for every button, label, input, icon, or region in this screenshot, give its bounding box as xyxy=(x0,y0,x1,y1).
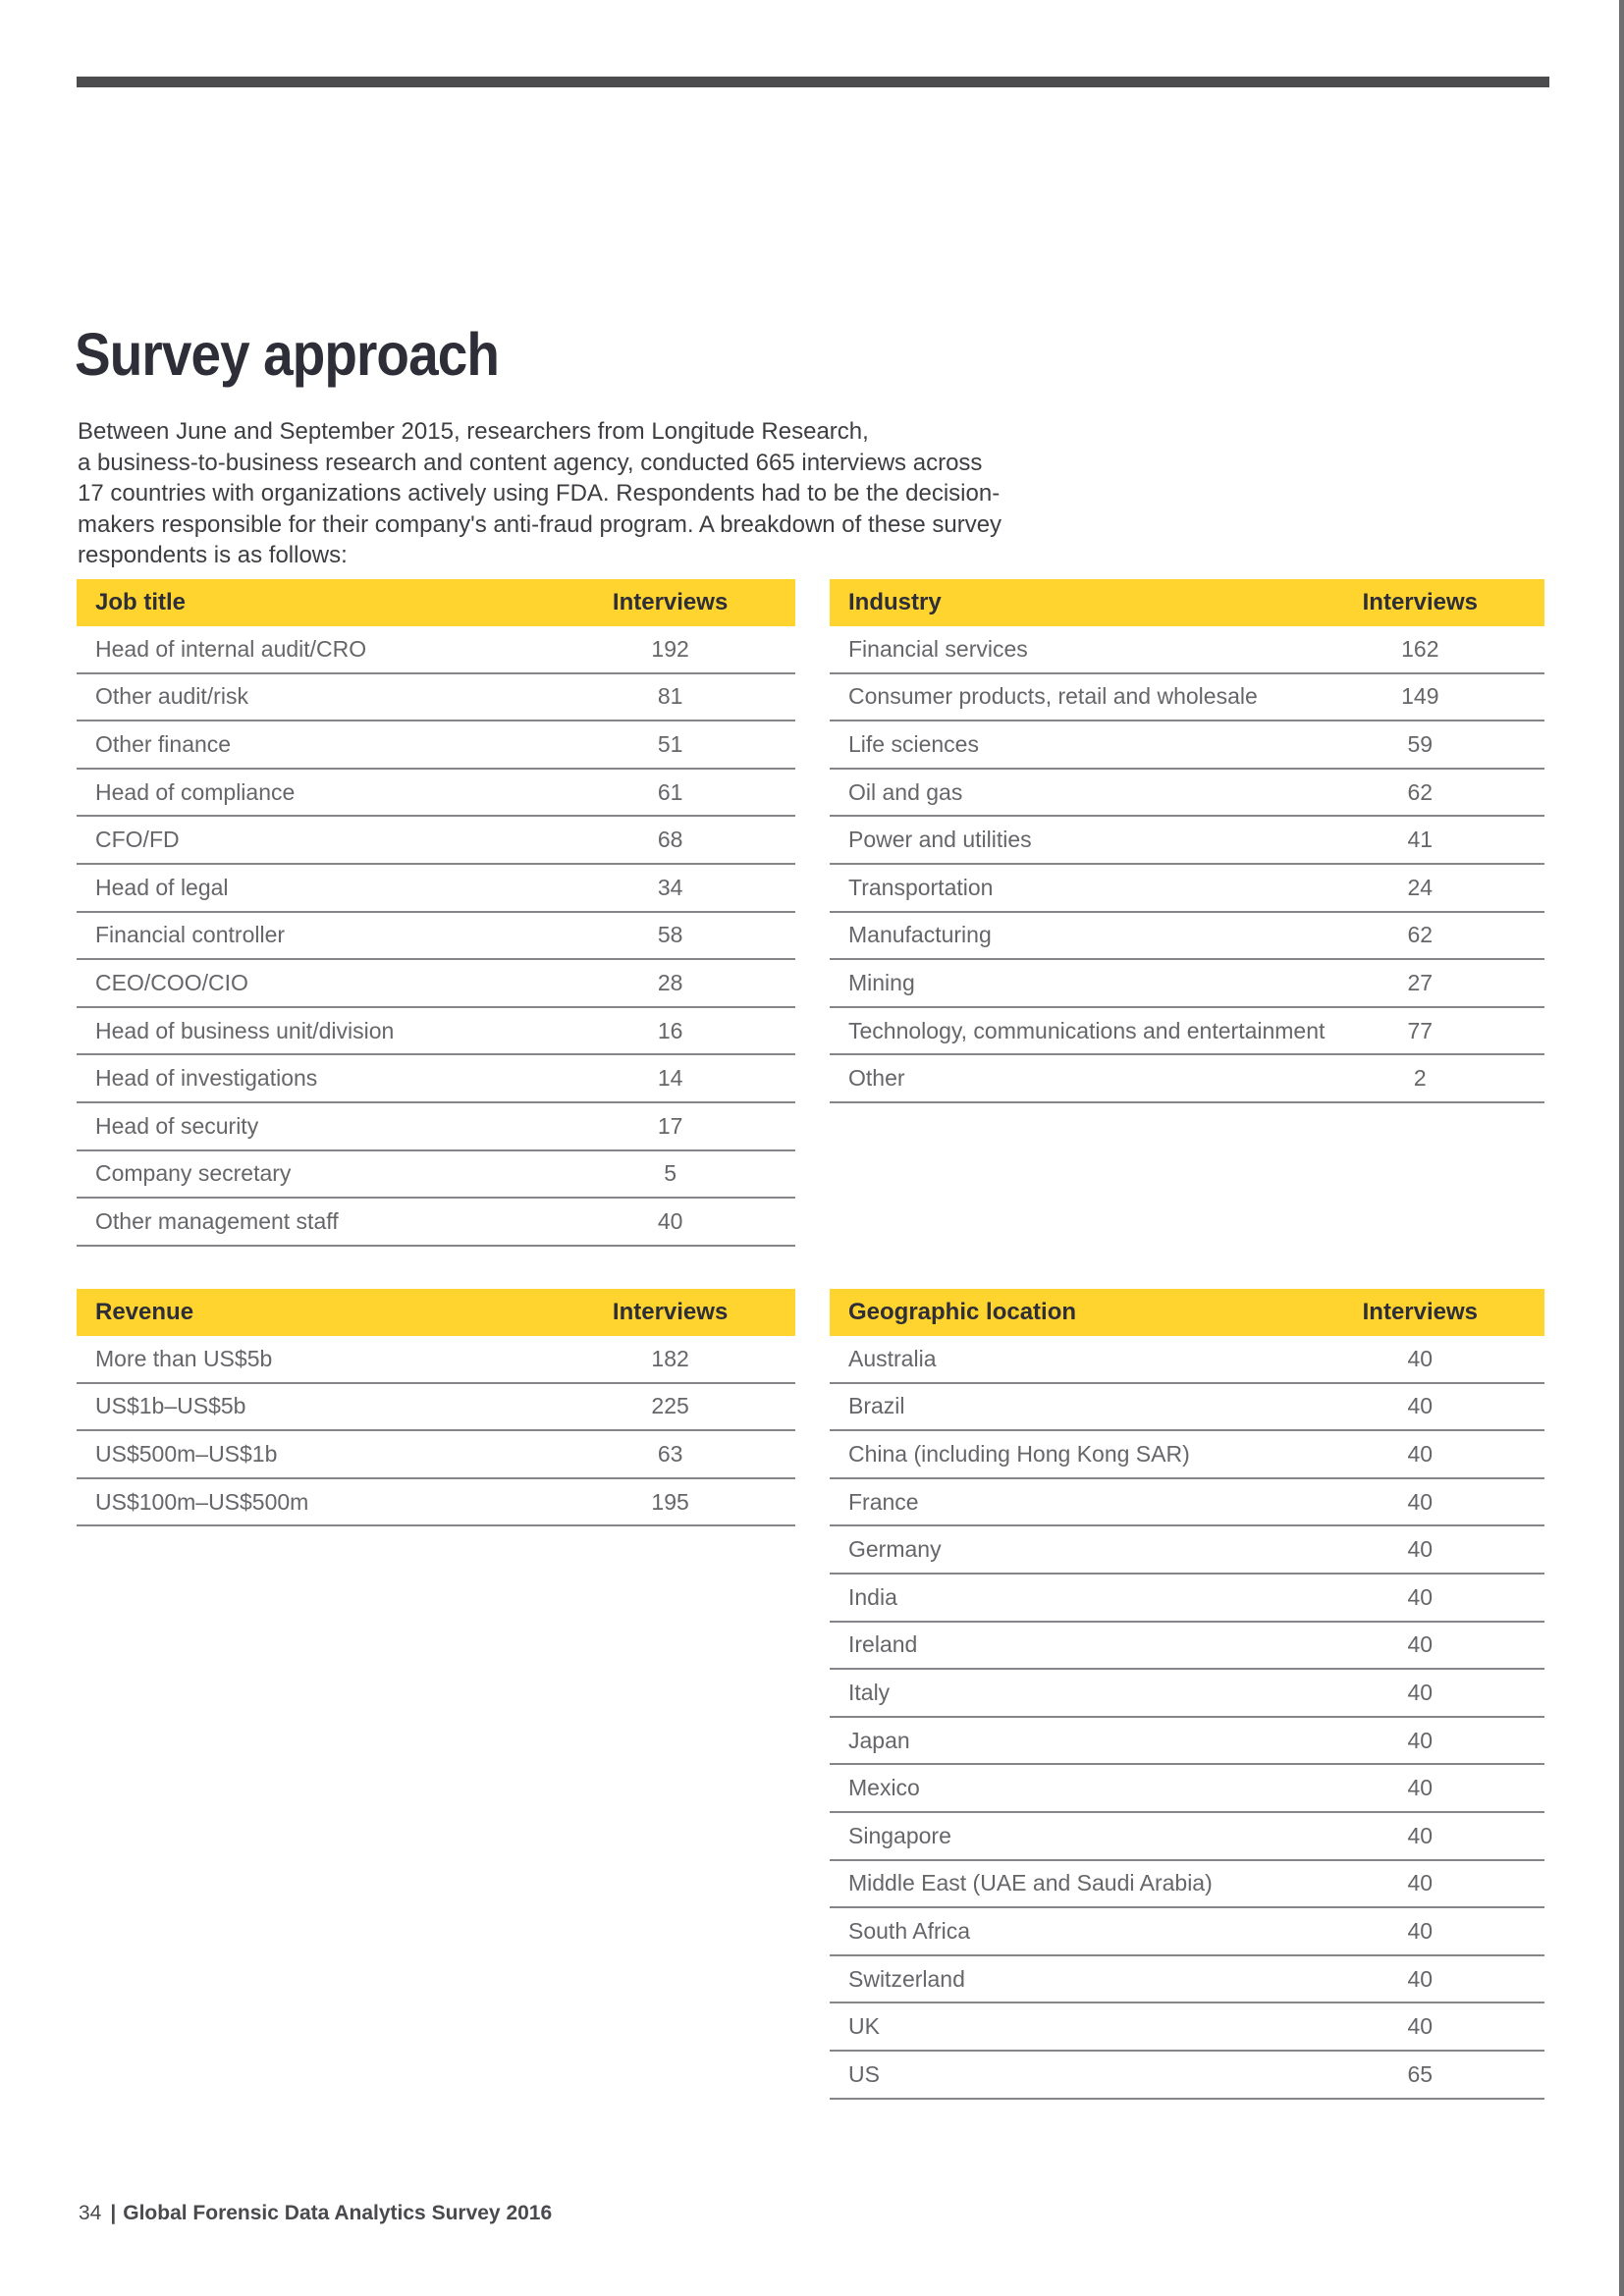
row-label: Mining xyxy=(848,969,915,995)
row-label: China (including Hong Kong SAR) xyxy=(848,1440,1190,1467)
industry-table-header xyxy=(830,579,1544,626)
row-label: Other finance xyxy=(95,730,232,757)
footer-title: Global Forensic Data Analytics Survey 2016 xyxy=(123,2202,553,2224)
row-value: 2 xyxy=(1413,1065,1427,1092)
row-label: US$500m–US$1b xyxy=(95,1440,278,1467)
table-rows xyxy=(77,626,795,1247)
row-value: 16 xyxy=(657,1017,683,1043)
row-value: 77 xyxy=(1407,1017,1434,1043)
table-row xyxy=(830,1336,1544,1384)
table-rows xyxy=(830,626,1544,1103)
row-label: US$1b–US$5b xyxy=(95,1393,246,1419)
row-value: 40 xyxy=(1407,1393,1434,1419)
row-value: 40 xyxy=(1407,1345,1434,1371)
table-header-value-label: Interviews xyxy=(1362,1299,1479,1325)
row-value: 27 xyxy=(1407,969,1434,995)
table-row xyxy=(77,913,795,961)
table-row xyxy=(830,1479,1544,1527)
intro-line: respondents is as follows: xyxy=(78,542,348,568)
table-row xyxy=(830,770,1544,818)
table-row xyxy=(830,1575,1544,1623)
row-value: 40 xyxy=(1407,1727,1434,1753)
row-value: 225 xyxy=(651,1393,689,1419)
row-value: 5 xyxy=(664,1160,677,1187)
row-label: India xyxy=(848,1583,897,1610)
table-row xyxy=(830,1908,1544,1956)
row-value: 40 xyxy=(1407,2013,1434,2040)
intro-line: 17 countries with organizations actively using FDA. Respondents had to be the decision- xyxy=(78,480,1001,507)
table-row xyxy=(77,865,795,913)
table-row xyxy=(830,2052,1544,2100)
intro-line: a business-to-business research and content agency, conducted 665 interviews across xyxy=(78,449,983,476)
row-value: 40 xyxy=(1407,1917,1434,1944)
row-label: CFO/FD xyxy=(95,827,180,853)
row-value: 192 xyxy=(651,635,689,662)
row-value: 63 xyxy=(657,1440,683,1467)
row-label: Switzerland xyxy=(848,1965,965,1992)
row-label: Head of compliance xyxy=(95,778,296,805)
row-value: 195 xyxy=(651,1488,689,1515)
table-row xyxy=(77,1384,795,1432)
row-value: 40 xyxy=(1407,1965,1434,1992)
table-header-label: Job title xyxy=(95,589,187,615)
row-value: 81 xyxy=(657,683,683,710)
row-value: 40 xyxy=(1407,1775,1434,1801)
table-row xyxy=(830,1670,1544,1718)
table-row xyxy=(830,1765,1544,1813)
page-number: 34 xyxy=(79,2202,102,2224)
geographic-location-table xyxy=(830,1289,1544,2100)
row-label: Ireland xyxy=(848,1631,918,1658)
table-row xyxy=(77,1103,795,1151)
row-value: 17 xyxy=(657,1112,683,1139)
row-value: 14 xyxy=(657,1065,683,1092)
table-header-label: Geographic location xyxy=(848,1299,1077,1325)
row-value: 40 xyxy=(1407,1536,1434,1563)
row-value: 28 xyxy=(657,969,683,995)
row-label: South Africa xyxy=(848,1917,971,1944)
row-label: France xyxy=(848,1488,919,1515)
table-row xyxy=(830,1431,1544,1479)
table-row xyxy=(830,1813,1544,1861)
row-label: Middle East (UAE and Saudi Arabia) xyxy=(848,1870,1213,1896)
row-label: US xyxy=(848,2060,880,2087)
table-row xyxy=(830,865,1544,913)
row-value: 62 xyxy=(1407,778,1434,805)
page-edge-line xyxy=(1619,0,1624,2296)
row-value: 40 xyxy=(1407,1870,1434,1896)
row-label: Head of legal xyxy=(95,874,229,900)
table-row xyxy=(77,674,795,722)
geographic-location-table-header xyxy=(830,1289,1544,1336)
row-label: Other audit/risk xyxy=(95,683,248,710)
row-label: Consumer products, retail and wholesale xyxy=(848,683,1258,710)
page-title: Survey approach xyxy=(75,320,499,388)
row-value: 68 xyxy=(657,827,683,853)
revenue-table-header xyxy=(77,1289,795,1336)
table-header-label: Revenue xyxy=(95,1299,194,1325)
row-label: Head of investigations xyxy=(95,1065,318,1092)
table-row xyxy=(77,770,795,818)
job-title-table xyxy=(77,579,795,1247)
row-value: 59 xyxy=(1407,730,1434,757)
table-row xyxy=(830,1008,1544,1056)
row-value: 62 xyxy=(1407,922,1434,948)
row-label: Head of internal audit/CRO xyxy=(95,635,367,662)
row-value: 65 xyxy=(1407,2060,1434,2087)
row-label: Head of security xyxy=(95,1112,259,1139)
row-value: 41 xyxy=(1407,827,1434,853)
row-label: Company secretary xyxy=(95,1160,292,1187)
row-value: 40 xyxy=(1407,1583,1434,1610)
table-row xyxy=(830,1384,1544,1432)
table-header-label: Industry xyxy=(848,589,942,615)
row-label: Financial controller xyxy=(95,922,286,948)
row-value: 51 xyxy=(657,730,683,757)
row-label: Transportation xyxy=(848,874,994,900)
row-label: Power and utilities xyxy=(848,827,1032,853)
row-label: Brazil xyxy=(848,1393,905,1419)
row-value: 182 xyxy=(651,1345,689,1371)
table-row xyxy=(830,2003,1544,2052)
table-header-value-label: Interviews xyxy=(612,589,729,615)
table-row xyxy=(830,1055,1544,1103)
intro-line: makers responsible for their company's anti-fraud program. A breakdown of these survey xyxy=(78,510,1002,538)
table-rows xyxy=(77,1336,795,1526)
intro-paragraph xyxy=(78,416,1001,571)
row-label: Other management staff xyxy=(95,1207,339,1234)
row-label: More than US$5b xyxy=(95,1345,273,1371)
row-label: Mexico xyxy=(848,1775,920,1801)
row-value: 24 xyxy=(1407,874,1434,900)
table-row xyxy=(77,1055,795,1103)
table-row xyxy=(77,1008,795,1056)
row-label: Japan xyxy=(848,1727,910,1753)
row-label: Singapore xyxy=(848,1822,951,1848)
table-row xyxy=(77,1199,795,1247)
table-row xyxy=(77,1479,795,1527)
footer-divider: | xyxy=(110,2202,117,2224)
job-title-table-header xyxy=(77,579,795,626)
table-row xyxy=(830,913,1544,961)
row-value: 61 xyxy=(657,778,683,805)
row-value: 40 xyxy=(1407,1822,1434,1848)
row-value: 149 xyxy=(1401,683,1439,710)
row-label: Oil and gas xyxy=(848,778,963,805)
row-value: 40 xyxy=(1407,1488,1434,1515)
table-row xyxy=(830,817,1544,865)
row-label: Manufacturing xyxy=(848,922,992,948)
row-value: 40 xyxy=(657,1207,683,1234)
row-label: UK xyxy=(848,2013,880,2040)
row-value: 162 xyxy=(1401,635,1439,662)
row-label: Germany xyxy=(848,1536,942,1563)
row-value: 40 xyxy=(1407,1440,1434,1467)
table-header-value-label: Interviews xyxy=(1362,589,1479,615)
table-row xyxy=(77,960,795,1008)
row-value: 58 xyxy=(657,922,683,948)
row-value: 34 xyxy=(657,874,683,900)
table-row xyxy=(77,626,795,674)
table-row xyxy=(77,817,795,865)
table-row xyxy=(830,1526,1544,1575)
intro-line: Between June and September 2015, researchers from Longitude Research, xyxy=(78,418,869,445)
revenue-table xyxy=(77,1289,795,1526)
table-rows xyxy=(830,1336,1544,2100)
table-row xyxy=(830,1623,1544,1671)
row-label: US$100m–US$500m xyxy=(95,1488,309,1515)
table-row xyxy=(830,674,1544,722)
table-header-value-label: Interviews xyxy=(612,1299,729,1325)
table-row xyxy=(77,1336,795,1384)
table-row xyxy=(77,1151,795,1200)
row-label: Other xyxy=(848,1065,905,1092)
row-label: Life sciences xyxy=(848,730,979,757)
row-value: 40 xyxy=(1407,1679,1434,1705)
page-footer xyxy=(79,2202,552,2225)
table-row xyxy=(830,960,1544,1008)
row-label: CEO/COO/CIO xyxy=(95,969,248,995)
row-label: Financial services xyxy=(848,635,1028,662)
row-label: Technology, communications and entertainment xyxy=(848,1017,1326,1043)
row-label: Head of business unit/division xyxy=(95,1017,395,1043)
table-row xyxy=(830,1861,1544,1909)
row-value: 40 xyxy=(1407,1631,1434,1658)
industry-table xyxy=(830,579,1544,1103)
table-row xyxy=(830,1718,1544,1766)
table-row xyxy=(830,626,1544,674)
table-row xyxy=(77,721,795,770)
top-divider-rule xyxy=(77,77,1549,87)
table-row xyxy=(830,721,1544,770)
row-label: Italy xyxy=(848,1679,891,1705)
table-row xyxy=(830,1956,1544,2004)
table-row xyxy=(77,1431,795,1479)
row-label: Australia xyxy=(848,1345,937,1371)
